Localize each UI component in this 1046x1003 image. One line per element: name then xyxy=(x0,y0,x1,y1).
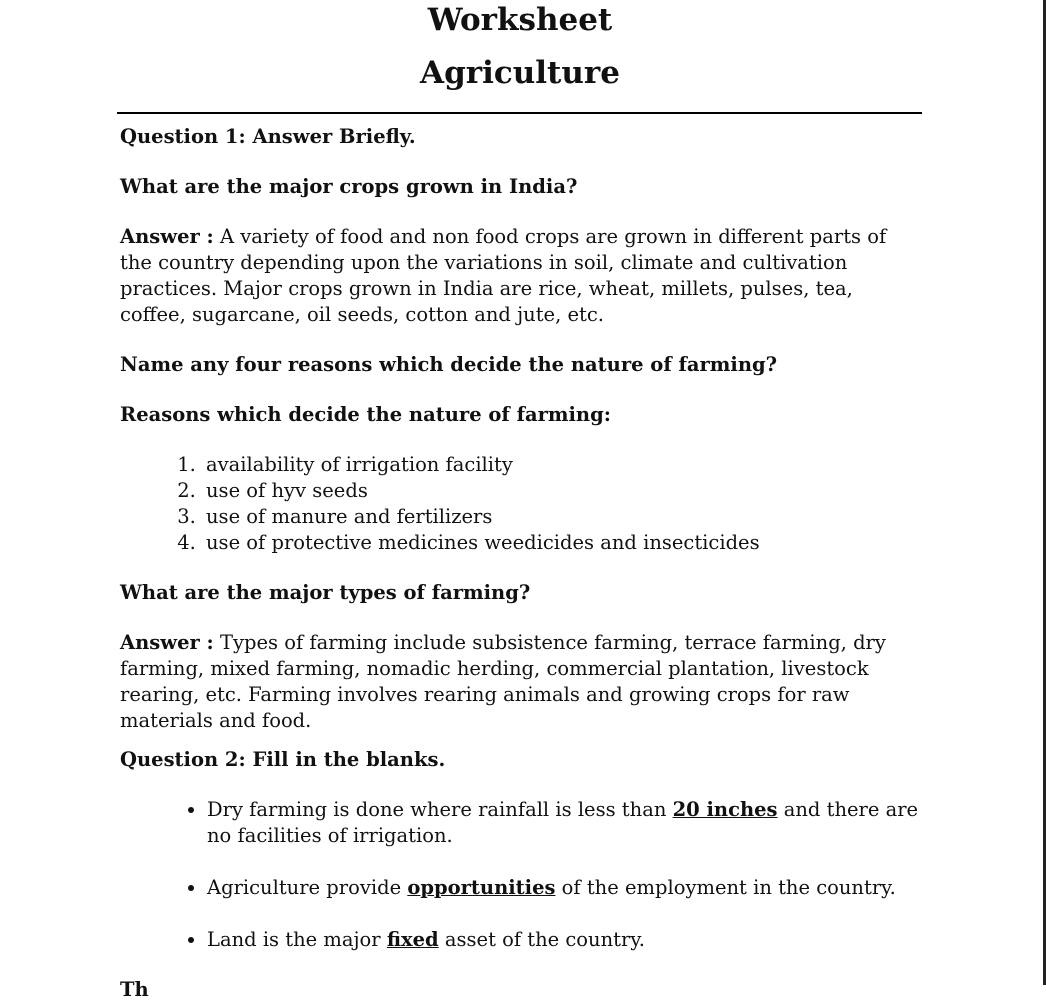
answer-label: Answer : xyxy=(120,631,214,654)
question-2-heading: Question 2: Fill in the blanks. xyxy=(120,748,446,771)
reasons-heading: Reasons which decide the nature of farming: xyxy=(120,403,611,426)
blank-answer: 20 inches xyxy=(672,798,778,821)
reasons-question: Name any four reasons which decide the nature of farming? xyxy=(120,353,778,376)
list-item xyxy=(207,875,922,901)
blank-text: Dry farming is done where rainfall is less than xyxy=(207,798,673,821)
list-item: 2. use of hyv seeds xyxy=(202,478,922,504)
answer-text: A variety of food and non food crops are grown in different parts of the country depending upon the variations in soil, climate and cultivation practices. Major crops grown in India are rice, wheat, millets, pulses, tea, coffee, sugarcane, oil seeds, cotton and jute, etc. xyxy=(120,225,887,326)
blank-text: Land is the major xyxy=(207,928,387,951)
crops-answer xyxy=(120,224,922,328)
reasons-list xyxy=(120,452,922,556)
crops-question: What are the major crops grown in India? xyxy=(120,175,578,198)
blank-text: asset of the country. xyxy=(438,928,645,951)
blank-text: Agriculture provide xyxy=(207,876,408,899)
list-item xyxy=(207,927,922,953)
title-divider xyxy=(117,112,922,114)
farming-types-question: What are the major types of farming? xyxy=(120,581,531,604)
blank-answer: opportunities xyxy=(407,876,556,899)
list-item: 4. use of protective medicines weedicides and insecticides xyxy=(202,530,922,556)
fill-blanks-list xyxy=(120,797,922,953)
blank-text: and there are no facilities of irrigation. xyxy=(207,798,919,847)
question-1-heading: Question 1: Answer Briefly. xyxy=(120,125,416,148)
farming-types-answer xyxy=(120,630,922,734)
cutoff-heading-fragment xyxy=(120,978,160,1001)
blank-answer: fixed xyxy=(386,928,439,951)
cutoff-text: Th xyxy=(120,978,149,1001)
list-item: 1. availability of irrigation facility xyxy=(202,452,922,478)
worksheet-content xyxy=(120,124,922,953)
blank-text: of the employment in the country. xyxy=(555,876,896,899)
worksheet-subtitle: Agriculture xyxy=(420,55,620,91)
worksheet-title: Worksheet xyxy=(427,2,613,38)
list-item xyxy=(207,797,922,849)
answer-text: Types of farming include subsistence farming, terrace farming, dry farming, mixed farming, nomadic herding, commercial plantation, livestock rearing, etc. Farming involves rearing animals and growing crops for raw materials and food. xyxy=(120,631,886,732)
answer-label: Answer : xyxy=(120,225,214,248)
list-item: 3. use of manure and fertilizers xyxy=(202,504,922,530)
